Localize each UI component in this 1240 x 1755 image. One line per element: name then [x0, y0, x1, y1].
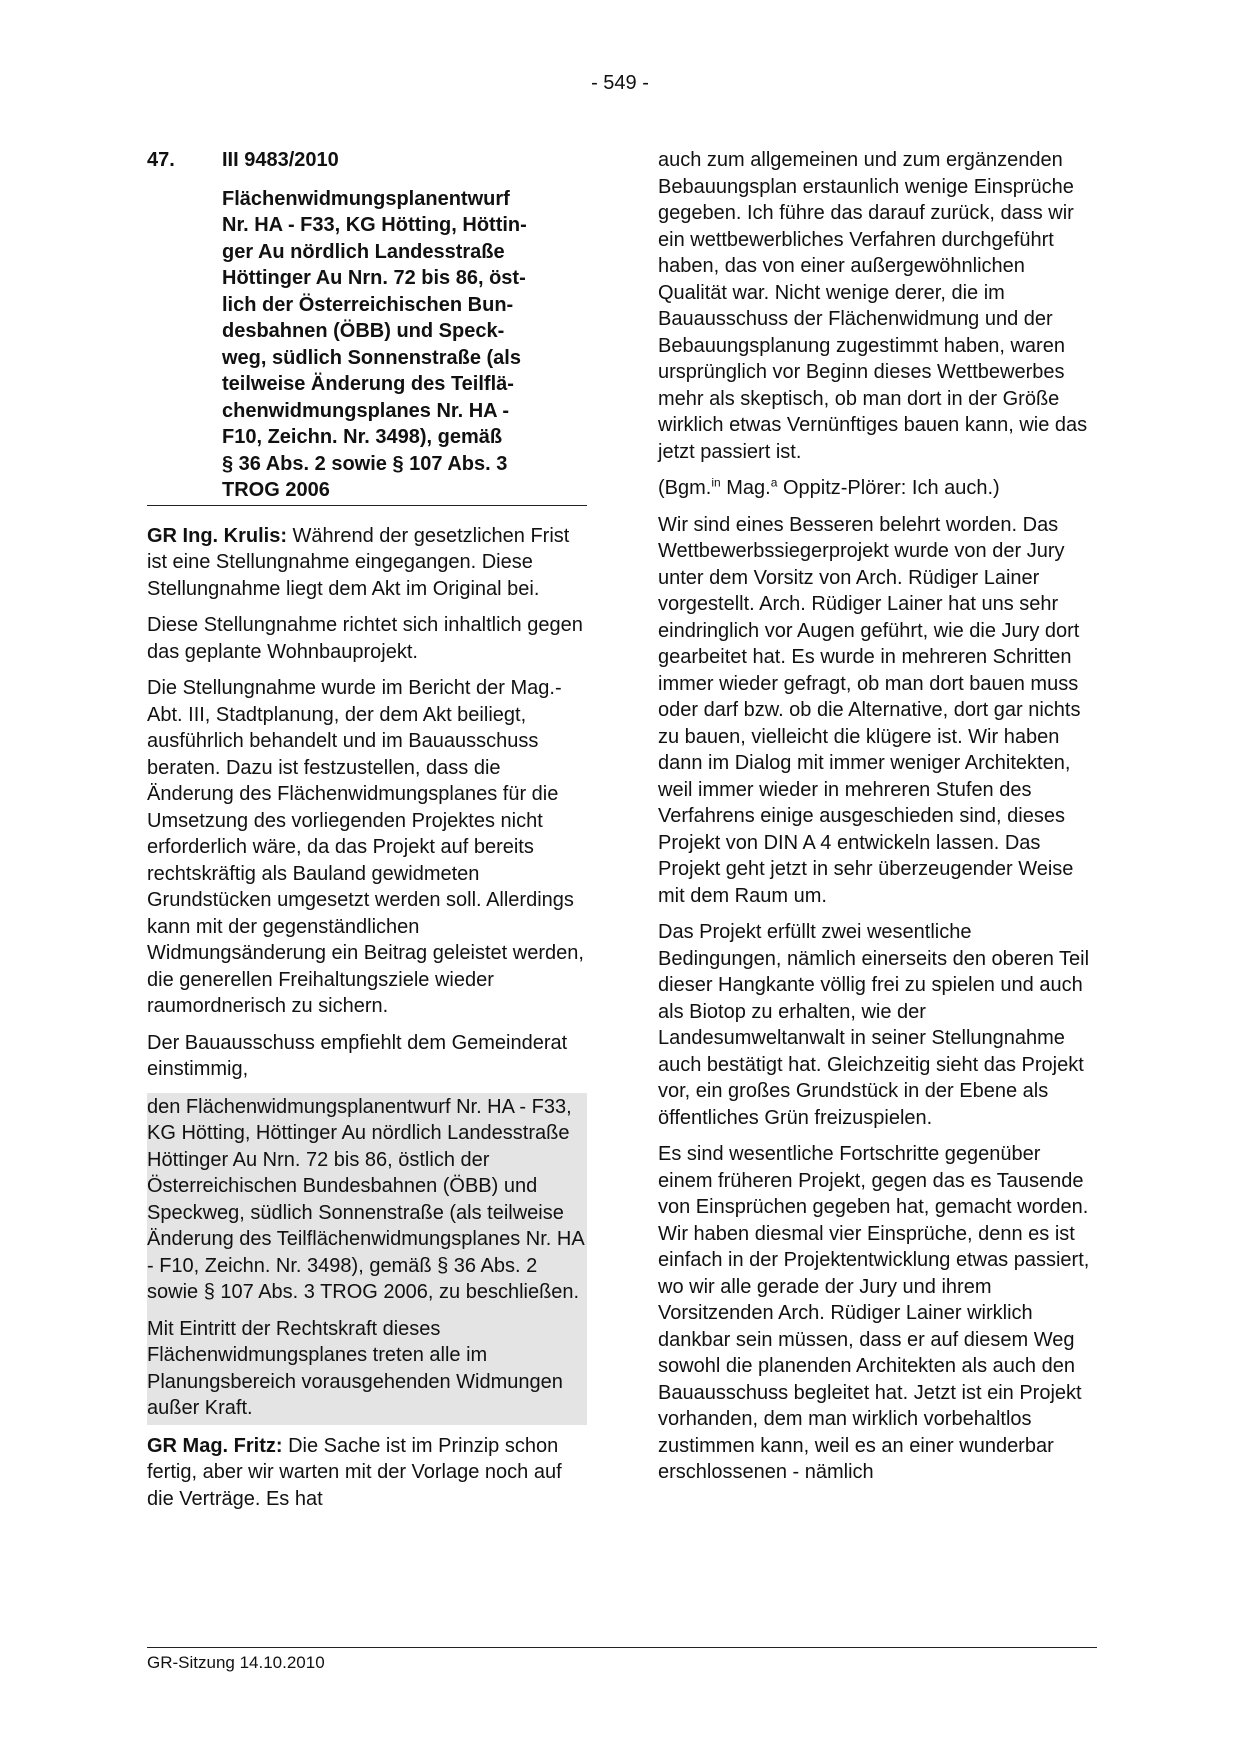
paragraph: auch zum allgemeinen und zum ergänzenden Bebauungsplan erstaunlich wenige Einsprüche gegeben. Ich führe das darauf zurück, dass wir ein wettbewerbliches Verfahren durchgeführt haben, das von einer außergewöhnlichen Qualität war. Nicht wenige derer, die im Bauausschuss der Flächenwidmung und der Bebauungsplanung zugestimmt haben, waren ursprünglich vor Beginn dieses Wettbewerbes mehr als skeptisch, ob man dort in der Größe wirklich etwas Vernünftiges bauen kann, wie das jetzt passiert ist. [658, 149, 1088, 463]
motion-text-box [147, 1093, 587, 1425]
speaker-name: GR Mag. Fritz: [147, 1434, 283, 1457]
title-line: F10, Zeichn. Nr. 3498), gemäß [222, 426, 503, 448]
page-number: - 549 - [591, 72, 649, 94]
interjection-text: (Bgm. [658, 477, 712, 499]
paragraph: Der Bauausschuss empfiehlt dem Gemeinderat einstimmig, [147, 1031, 568, 1080]
statement-text: Während der gesetzlichen Frist ist eine Stellungnahme eingegangen. Diese Stellungnahme liegt dem Akt im Original bei. [147, 524, 570, 600]
title-line: lich der Österreichischen Bun- [222, 293, 514, 316]
title-line: Nr. HA - F33, KG Hötting, Höttin- [222, 214, 527, 236]
interjection-text: Oppitz-Plörer: Ich auch.) [777, 477, 1000, 499]
paragraph: Diese Stellungnahme richtet sich inhaltlich gegen das geplante Wohnbauprojekt. [147, 614, 583, 663]
motion-paragraph: Mit Eintritt der Rechtskraft dieses Flächenwidmungsplanes treten alle im Planungsbereich vorausgehenden Widmungen außer Kraft. [147, 1317, 563, 1419]
statement-text: Die Sache ist im Prinzip schon fertig, aber wir warten mit der Vorlage noch auf die Verträge. Es hat [147, 1434, 562, 1510]
title-line: weg, südlich Sonnenstraße (als [222, 346, 521, 369]
interjection-text: Mag. [720, 477, 771, 499]
title-line: Flächenwidmungsplanentwurf [222, 187, 510, 210]
title-line: desbahnen (ÖBB) und Speck- [222, 320, 505, 342]
title-line: ger Au nördlich Landesstraße [222, 240, 505, 263]
agenda-item-reference: III 9483/2010 [222, 149, 339, 171]
title-line: chenwidmungsplanes Nr. HA - [222, 399, 510, 422]
statement-fritz [147, 1433, 587, 1513]
statement-krulis [147, 523, 587, 603]
agenda-item-body [222, 147, 587, 504]
paragraph: Das Projekt erfüllt zwei wesentliche Bedingungen, nämlich einerseits den oberen Teil dieser Hangkante völlig frei zu spielen und auch als Biotop zu erhalten, wie der Landesumweltanwalt in seiner Stellungnahme auch bestätigt hat. Gleichzeitig sieht das Projekt vor, ein großes Grundstück in der Ebene als öffentliches Grün freizuspielen. [658, 921, 1090, 1129]
right-column [658, 147, 1098, 1496]
paragraph: Es sind wesentliche Fortschritte gegenüber einem früheren Projekt, gegen das es Tausende von Einsprüchen gegeben hat, gemacht worden. Wir haben diesmal vier Einsprüche, denn es ist einfach in der Projektentwicklung etwas passiert, wo wir alle gerade der Jury und ihrem Vorsitzenden Arch. Rüdiger Lainer wirklich dankbar sein müssen, dass er auf diesem Weg sowohl die planenden Architekten als auch den Bauausschuss begleitet hat. Jetzt ist ein Projekt vorhanden, dem man wirklich vorbehaltlos zustimmen kann, weil es an einer wunderbar erschlossenen - nämlich [658, 1143, 1090, 1483]
agenda-item-title [222, 186, 587, 504]
agenda-item-number: 47. [147, 149, 175, 171]
speaker-name: GR Ing. Krulis: [147, 524, 287, 547]
footer-divider [147, 1647, 1097, 1648]
title-line: teilweise Änderung des Teilflä- [222, 373, 514, 395]
title-line: Höttinger Au Nrn. 72 bis 86, öst- [222, 267, 526, 289]
superscript: a [770, 475, 778, 490]
superscript: in [711, 475, 721, 490]
heading-divider [147, 505, 587, 506]
title-line: TROG 2006 [222, 479, 330, 501]
paragraph: Wir sind eines Besseren belehrt worden. Das Wettbewerbssiegerprojekt wurde von der Jury unter dem Vorsitz von Arch. Rüdiger Lainer vorgestellt. Arch. Rüdiger Lainer hat uns sehr eindringlich vor Augen geführt, wie die Jury dort gearbeitet hat. Es wurde in mehreren Schritten immer wieder gefragt, ob man dort bauen muss oder darf bzw. ob die Alternative, dort gar nichts zu bauen, vielleicht die klügere ist. Wir haben dann im Dialog mit immer weniger Architekten, weil immer wieder in mehreren Stufen des Verfahrens einige ausgeschieden sind, dieses Projekt von DIN A 4 entwickeln lassen. Das Projekt geht jetzt in sehr überzeugender Weise mit dem Raum um. [658, 513, 1081, 907]
paragraph: Die Stellungnahme wurde im Bericht der Mag.-Abt. III, Stadtplanung, der dem Akt beiliegt, ausführlich behandelt und im Bauausschuss beraten. Dazu ist festzustellen, dass die Änderung des Flächenwidmungsplanes für die Umsetzung des vorliegenden Projektes nicht erforderlich wäre, da das Projekt auf bereits rechtskräftig als Bauland gewidmeten Grundstücken umgesetzt werden soll. Allerdings kann mit der gegenständlichen Widmungsänderung ein Beitrag geleistet werden, die generellen Freihaltungsziele wieder raumordnerisch zu sichern. [147, 677, 584, 1017]
left-column [147, 147, 587, 1522]
footer-session-date: GR-Sitzung 14.10.2010 [147, 1653, 325, 1672]
interjection [658, 475, 1098, 502]
motion-paragraph: den Flächenwidmungsplanentwurf Nr. HA - F33, KG Hötting, Höttinger Au nördlich Landesstraße Höttinger Au Nrn. 72 bis 86, östlich der Österreichischen Bundesbahnen (ÖBB) und Speckweg, südlich Sonnenstraße (als teilweise Änderung des Teilflächenwidmungsplanes Nr. HA - F10, Zeichn. Nr. 3498), gemäß § 36 Abs. 2 sowie § 107 Abs. 3 TROG 2006, zu beschließen. [147, 1095, 584, 1303]
title-line: § 36 Abs. 2 sowie § 107 Abs. 3 [222, 452, 508, 475]
agenda-item-heading [147, 147, 587, 504]
